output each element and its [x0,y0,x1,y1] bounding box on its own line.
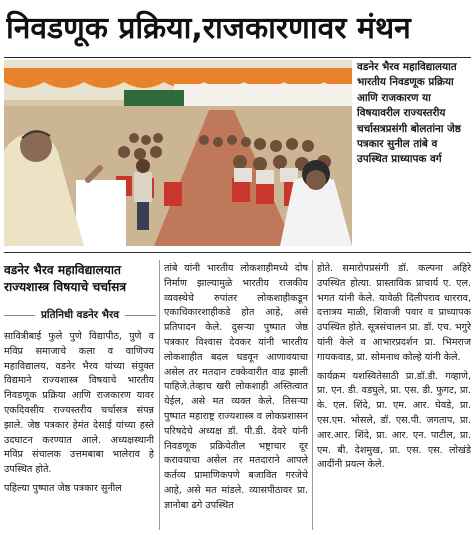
article-column-2 [164,262,308,535]
article-column-1 [4,330,154,535]
paragraph: होते. समारोपप्रसंगी डॉ. कल्पना अहिरे उपस्थित होत्या. प्रास्ताविक प्राचार्य ए. एल. भगत यांनी केले. यावेळी दिलीपराव धारराव, दत्तात्रय माळी, शिवाजी पवार व प्राध्यापक उपस्थित होते. सूत्रसंचालन प्रा. डॉ. एच. भगुरे यांनी केले व आभारप्रदर्शन प्रा. भिमराज गायकवाड, प्रा. सोमनाथ कोल्हे यांनी केले. [317,263,471,363]
column-divider-1 [159,260,160,530]
column-divider-2 [312,260,313,530]
paragraph: सावित्रीबाई फुले पुणे विद्यापीठ, पुणे व मविप्र समाजाचे कला व वाणिज्य महाविद्यालय, वडनेर भैरव यांच्या संयुक्त विद्यमाने राज्यशास्त्र विषयाचे भारतीय निवडणूक प्रक्रिया आणि राजकारण यावर एकदिवसीय राज्यस्तरीय चर्चासत्र संपन्न झाले. जेष्ठ पत्रकार हेमंत देसाई यांच्या हस्ते उदघाटन करण्यात आले. अध्यक्षस्थानी मविप्र संचालक उत्तमबाबा भालेराव हे उपस्थित होते. [4,331,154,476]
byline [4,306,156,324]
headline: निवडणूक प्रक्रिया,राजकारणावर मंथन [6,11,411,46]
headline-rule [4,57,471,58]
byline-text: प्रतिनिधी वडनेर भैरव [35,309,125,321]
event-photo [4,60,352,246]
article-sub-headline: वडनेर भैरव महाविद्यालयात राज्यशास्त्र विषयाचे चर्चासत्र [4,263,127,294]
photo-bottom-rule [4,252,471,253]
paragraph: पहिल्या पुष्पात जेष्ठ पत्रकार सुनील [4,482,122,494]
event-photo-illustration [4,60,352,246]
paragraph: तांबे यांनी भारतीय लोकशाहीमध्ये दोष निर्माण झाल्यामुळे भारतीय राजकीय व्यवस्थेचे रुपांतर लोकशाहीकडून एकाधिकारशाहीकडे होत आहे, असे प्रतिपादन केले. दुसऱ्या पुष्पात जेष्ठ पत्रकार विश्वास देवकर यांनी भारतीय लोकशाहीत बदल घडवून आणावयाचा असेल तर मतदान टक्केवारीत वाढ झाली पाहिजे.तेव्हाच खरी लोकशाही अस्तित्वात येईल, असे मत व्यक्त केले. तिसऱ्या पुष्पात महाराष्ट्र राज्यशास्त्र व लोकप्रशासन परिषदेचे अध्यक्ष डॉ. पी.डी. देवरे यांनी निवडणूक प्रक्रियेतील भष्ट्राचार दूर करावयाचा असेल तर मतदाराने आपले कर्तव्य प्रामाणिकपणे बजावित गरजेचे आहे, असे मत मांडले. व्यासपीठावर प्रा. ज्ञानोबा ढगे उपस्थित [164,263,308,511]
article-column-3 [317,262,471,535]
photo-caption: वडनेर भैरव महाविद्यालयात भारतीय निवडणूक प्रक्रिया आणि राजकारण या विषयावरील राज्यस्तरीय चर्चासत्रप्रसंगी बोलतांना जेष्ठ पत्रकार सुनील तांबे व उपस्थित प्राध्यापक वर्ग [357,61,461,166]
paragraph: कार्यक्रम यशस्वितेसाठी प्रा.डॉ.डी. गव्हाणे, प्रा. एन. डी. वडघुले, प्रा. एस. डी. फुगट, प्रा. के. एल. शिंदे, प्रा. एम. आर. घेवडे, प्रा. एस.एम. भोसले, डॉ. एस.पी. जगताप, प्रा. आर.आर. शिंदे, प्रा. आर. एन. पाटील, प्रा. एम. बी. देशमुख, प्रा. एस. एस. लोखंडे आदींनी प्रयत्न केले. [317,370,471,471]
